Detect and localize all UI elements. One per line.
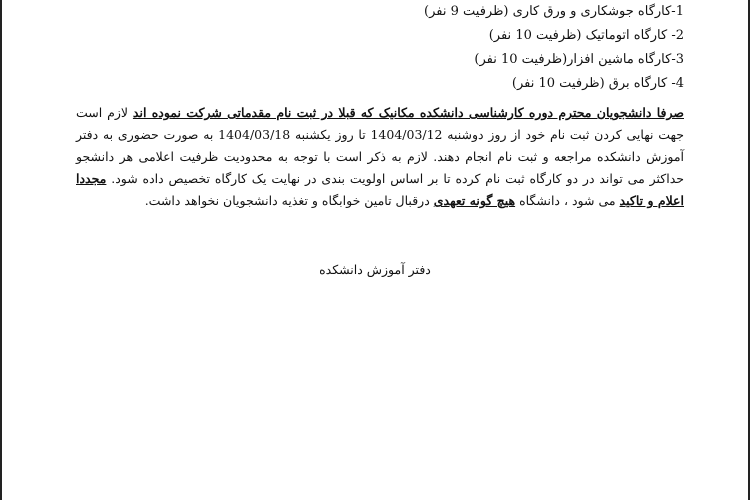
announcement-paragraph [76, 102, 684, 212]
signature-office: دفتر آموزش دانشکده [319, 262, 431, 277]
no-commitment-text: هیچ گونه تعهدی [433, 193, 516, 208]
workshop-item-4: 4- کارگاه برق (ظرفیت 10 نفر) [511, 76, 684, 91]
university-text: می شود ، دانشگاه [515, 193, 620, 208]
eligible-students-text: صرفا دانشجویان محترم دوره کارشناسی دانشکده مکانیک که قبلا در ثبت نام مقدماتی شرکت نموده اند [132, 105, 684, 120]
workshop-item-1: 1-کارگاه جوشکاری و ورق کاری (ظرفیت 9 نفر) [424, 4, 684, 19]
emphasis-text: مجددا اعلام و تاکید [76, 171, 684, 208]
dormitory-text: درقبال تامین خوابگاه و تغذیه دانشجویان نخواهد داشت. [144, 193, 434, 208]
workshop-item-2: 2- کارگاه اتوماتیک (ظرفیت 10 نفر) [488, 28, 684, 43]
document-content [76, 0, 684, 212]
workshop-item-3: 3-کارگاه ماشین افزار(ظرفیت 10 نفر) [474, 52, 684, 67]
registration-text: لازم است جهت نهایی کردن ثبت نام خود از روز دوشنبه 1404/03/12 تا روز یکشنبه 1404/03/18 به صورت حضوری به دفتر آموزش دانشکده مراجعه و ثبت نام انجام دهند. لازم به ذکر است با توجه به محدودیت ظرفیت اعلامی هر دانشجو حداکثر می تواند در دو کارگاه ثبت نام کرده تا بر اساس اولویت بندی در نهایت یک کارگاه تخصیص داده شود. [76, 105, 684, 186]
